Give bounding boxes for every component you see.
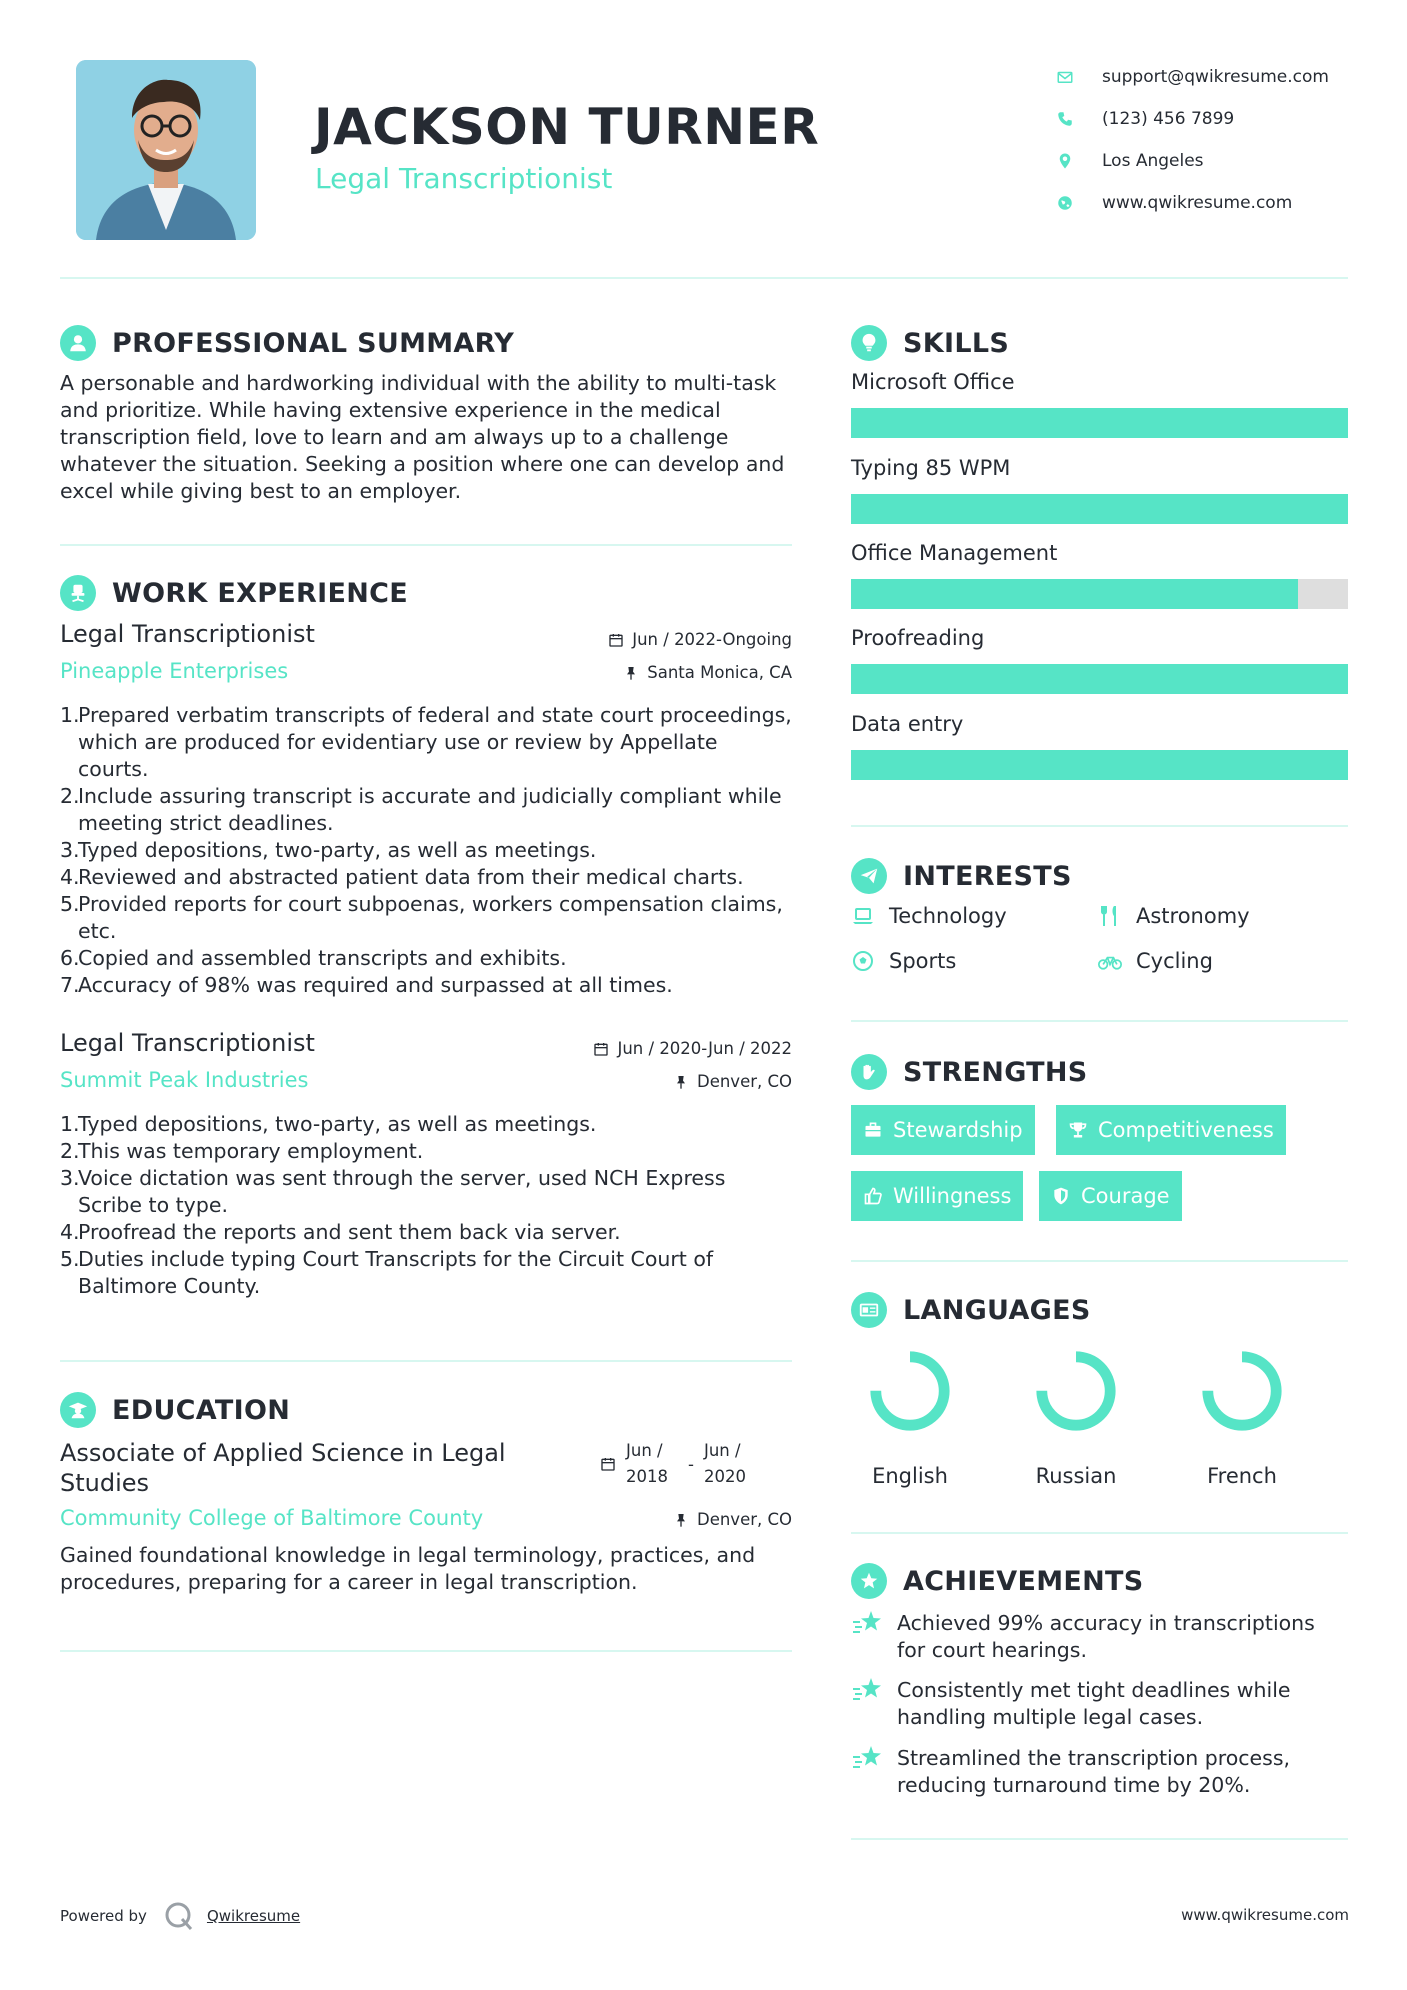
language-item: [1187, 1346, 1297, 1488]
job-title: Legal Transcriptionist: [60, 620, 315, 648]
education-location-text: Denver, CO: [696, 1510, 792, 1529]
language-name: Russian: [1035, 1464, 1117, 1488]
skill-bar-fill: [851, 750, 1348, 780]
skill-bar: [851, 579, 1348, 609]
pushpin-icon: [673, 1512, 689, 1528]
achievement-item: [851, 1677, 1348, 1731]
job-entry-2: [60, 1029, 792, 1309]
job-date: [593, 1039, 792, 1058]
job-location: [673, 1072, 792, 1091]
interests-divider: [851, 1020, 1348, 1022]
skill-name: Microsoft Office: [851, 370, 1015, 394]
contact-email[interactable]: [1056, 56, 1329, 98]
contact-website[interactable]: [1056, 182, 1329, 224]
achievement-item: [851, 1610, 1348, 1664]
job-entry-1: [60, 620, 792, 1000]
thumbs-up-icon: [863, 1186, 883, 1206]
laptop-icon: [851, 904, 875, 928]
strength-label: Stewardship: [893, 1118, 1023, 1142]
education-degree: Associate of Applied Science in Legal Studies: [60, 1439, 506, 1497]
strength-label: Willingness: [893, 1184, 1012, 1208]
strength-label: Competitiveness: [1098, 1118, 1274, 1142]
language-icon: [858, 1299, 880, 1321]
bicycle-icon: [1098, 949, 1122, 973]
summary-text: A personable and hardworking individual with the ability to multi-task and prioritize. While having extensive experience in the medical transcription field, love to learn and am always up to a challenge whatever the situation. Seeking a position where one can develop and excel while giving best to an employer.: [60, 371, 785, 503]
skills-title: SKILLS: [903, 327, 1010, 359]
footer-website[interactable]: www.qwikresume.com: [1181, 1906, 1349, 1924]
contact-phone[interactable]: [1056, 98, 1329, 140]
skill-bar: [851, 664, 1348, 694]
duty-item: 3. Voice dictation was sent through the server, used NCH Express Scribe to type.: [60, 1166, 726, 1217]
skills-heading: [851, 325, 1009, 361]
language-item: [855, 1346, 965, 1488]
contact-location: [1056, 140, 1329, 182]
skill-bar-fill: [851, 579, 1298, 609]
duty-item: 5. Duties include typing Court Transcripts for the Circuit Court of Baltimore County.: [60, 1247, 714, 1298]
education-date: [600, 1438, 752, 1490]
duty-item: 3. Typed depositions, two-party, as well as meetings.: [60, 838, 597, 862]
footer-powered-by: [60, 1900, 300, 1932]
duty-item: 1. Prepared verbatim transcripts of federal and state court proceedings, which are produced for evidentiary use or review by Appellate courts.: [60, 703, 792, 781]
calendar-icon: [600, 1456, 616, 1472]
achievement-item: [851, 1745, 1348, 1799]
job-date-text: Jun / 2022-Ongoing: [632, 630, 792, 649]
job-duties: [60, 702, 792, 999]
interest-sports: [851, 949, 956, 973]
briefcase-icon: [863, 1120, 883, 1140]
contact-location-text: Los Angeles: [1102, 151, 1204, 171]
education-divider: [60, 1650, 792, 1652]
skill-bar: [851, 408, 1348, 438]
contact-phone-text: (123) 456 7899: [1102, 109, 1235, 129]
shooting-star-icon: [851, 1743, 885, 1773]
strength-tag-willingness: [851, 1171, 1023, 1221]
skill-bar-fill: [851, 494, 1348, 524]
header-divider: [60, 277, 1348, 279]
duty-item: 1. Typed depositions, two-party, as well as meetings.: [60, 1112, 597, 1136]
star-badge-icon: [858, 1570, 880, 1592]
shooting-star-icon: [851, 1675, 885, 1705]
pushpin-icon: [623, 665, 639, 681]
skill-bar: [851, 750, 1348, 780]
language-ring-icon: [1197, 1346, 1287, 1436]
achievements-title: ACHIEVEMENTS: [903, 1565, 1144, 1597]
calendar-icon: [608, 632, 624, 648]
interest-technology: [851, 904, 1007, 928]
interest-label: Technology: [889, 904, 1007, 928]
interests-heading: [851, 858, 1072, 894]
strengths-divider: [851, 1260, 1348, 1262]
languages-divider: [851, 1532, 1348, 1534]
fist-icon: [858, 1061, 880, 1083]
contact-email-text: support@qwikresume.com: [1102, 67, 1329, 87]
duty-item: 7. Accuracy of 98% was required and surpassed at all times.: [60, 973, 673, 997]
duty-item: 2. This was temporary employment.: [60, 1139, 424, 1163]
achievement-text: Streamlined the transcription process, reducing turnaround time by 20%.: [897, 1746, 1291, 1797]
language-ring-icon: [1031, 1346, 1121, 1436]
shield-icon: [1051, 1186, 1071, 1206]
language-name: French: [1207, 1464, 1277, 1488]
brand-link[interactable]: Qwikresume: [206, 1907, 301, 1925]
job-date: [608, 630, 792, 649]
chair-icon: [67, 582, 89, 604]
duty-item: 4. Reviewed and abstracted patient data from their medical charts.: [60, 865, 744, 889]
education-date-sep: -: [688, 1454, 694, 1474]
candidate-name: JACKSON TURNER: [314, 98, 820, 156]
graduate-icon: [67, 1399, 89, 1421]
summary-title: PROFESSIONAL SUMMARY: [112, 327, 515, 359]
education-date-start: Jun / 2018: [626, 1441, 668, 1486]
shooting-star-icon: [851, 1608, 885, 1638]
strength-tag-courage: [1039, 1171, 1182, 1221]
education-description: Gained foundational knowledge in legal terminology, practices, and procedures, preparing for a career in legal transcription.: [60, 1543, 756, 1594]
lightbulb-icon: [858, 332, 880, 354]
skill-name: Proofreading: [851, 626, 985, 650]
strength-label: Courage: [1081, 1184, 1170, 1208]
language-item: [1021, 1346, 1131, 1488]
education-school: Community College of Baltimore County: [60, 1506, 484, 1530]
duty-item: 5. Provided reports for court subpoenas, workers compensation claims, etc.: [60, 892, 783, 943]
languages-title: LANGUAGES: [903, 1294, 1091, 1326]
map-pin-icon: [1056, 152, 1074, 170]
strengths-title: STRENGTHS: [903, 1056, 1088, 1088]
trophy-icon: [1068, 1120, 1088, 1140]
education-date-end: Jun / 2020: [703, 1441, 746, 1486]
work-title: WORK EXPERIENCE: [112, 577, 408, 609]
soccer-ball-icon: [851, 949, 875, 973]
job-company: Summit Peak Industries: [60, 1068, 309, 1092]
job-date-text: Jun / 2020-Jun / 2022: [617, 1039, 792, 1058]
job-location-text: Santa Monica, CA: [647, 663, 792, 682]
skill-name: Data entry: [851, 712, 964, 736]
interest-label: Sports: [889, 949, 957, 973]
phone-icon: [1056, 110, 1074, 128]
achievements-heading: [851, 1563, 1144, 1599]
powered-by-label: Powered by: [60, 1907, 147, 1925]
skill-bar-fill: [851, 664, 1348, 694]
strength-tag-competitiveness: [1056, 1105, 1286, 1155]
interest-label: Cycling: [1136, 949, 1213, 973]
skill-bar: [851, 494, 1348, 524]
duty-item: 4. Proofread the reports and sent them back via server.: [60, 1220, 621, 1244]
job-company: Pineapple Enterprises: [60, 659, 289, 683]
achievement-text: Consistently met tight deadlines while handling multiple legal cases.: [897, 1678, 1291, 1729]
job-location: [623, 663, 792, 682]
duty-item: 2. Include assuring transcript is accurate and judicially compliant while meeting strict deadlines.: [60, 784, 782, 835]
job-duties: [60, 1111, 792, 1300]
language-ring-icon: [865, 1346, 955, 1436]
summary-divider: [60, 544, 792, 546]
envelope-icon: [1056, 68, 1074, 86]
interests-title: INTERESTS: [903, 860, 1072, 892]
interest-cycling: [1098, 949, 1213, 973]
strengths-heading: [851, 1054, 1088, 1090]
calendar-icon: [593, 1041, 609, 1057]
languages-heading: [851, 1292, 1091, 1328]
utensils-icon: [1098, 904, 1122, 928]
interest-label: Astronomy: [1136, 904, 1250, 928]
skill-name: Typing 85 WPM: [851, 456, 1011, 480]
education-title: EDUCATION: [112, 1394, 291, 1426]
job-location-text: Denver, CO: [696, 1072, 792, 1091]
work-heading: [60, 575, 408, 611]
interest-astronomy: [1098, 904, 1250, 928]
user-icon: [67, 332, 89, 354]
globe-icon: [1056, 194, 1074, 212]
education-location: [673, 1510, 792, 1529]
strength-tag-stewardship: [851, 1105, 1035, 1155]
skill-bar-fill: [851, 408, 1348, 438]
duty-item: 6. Copied and assembled transcripts and exhibits.: [60, 946, 567, 970]
achievements-divider: [851, 1838, 1348, 1840]
job-title: Legal Transcriptionist: [60, 1029, 315, 1057]
work-divider: [60, 1360, 792, 1362]
skills-divider: [851, 825, 1348, 827]
education-heading: [60, 1392, 290, 1428]
candidate-title: Legal Transcriptionist: [315, 162, 613, 195]
profile-photo: [76, 60, 256, 240]
contact-website-text: www.qwikresume.com: [1102, 193, 1293, 213]
paper-plane-icon: [858, 865, 880, 887]
contact-info: [1056, 56, 1329, 224]
summary-heading: [60, 325, 514, 361]
language-name: English: [872, 1464, 948, 1488]
qwikresume-logo-icon: [163, 1900, 195, 1932]
skill-name: Office Management: [851, 541, 1058, 565]
pushpin-icon: [673, 1074, 689, 1090]
achievement-text: Achieved 99% accuracy in transcriptions for court hearings.: [897, 1611, 1315, 1662]
